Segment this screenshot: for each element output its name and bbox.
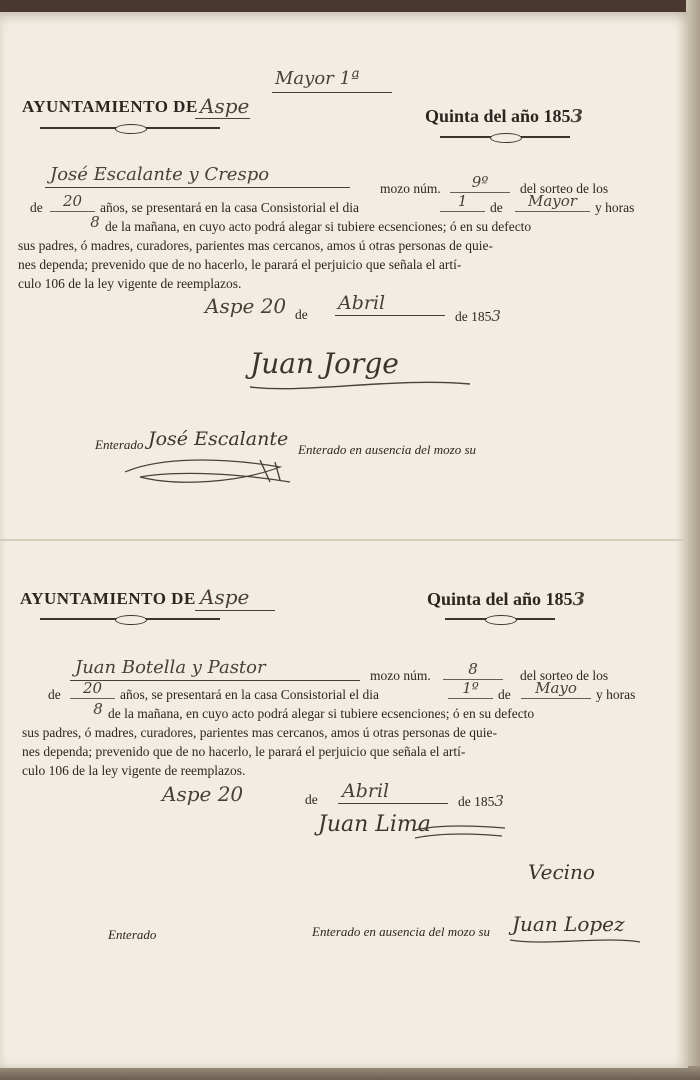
horas-label: y horas [595,200,635,215]
slip2-quinta-label [427,589,585,610]
quinta2-label-text: Quinta del año 185 [427,589,573,609]
slip1-year [455,307,501,325]
slip1-ausencia-label: Enterado en ausencia del mozo su [298,442,477,457]
slip2-place-date: Aspe 20 [162,782,244,806]
slip2-signature: Juan Lima [318,812,431,837]
age2: 20 [70,679,115,699]
line2-text-2: años, se presentará en la casa Consistorial el dia [120,687,380,702]
slip1-date-month: Abril [338,292,386,314]
slip1-ayuntamiento-label: AYUNTAMIENTO DE [22,97,198,116]
quinta-year-digit: 3 [570,106,584,127]
quinta-label-text: Quinta del año 185 [425,106,571,126]
slip2-town: Aspe [200,585,250,609]
slip2-ayuntamiento-label: AYUNTAMIENTO DE [20,589,196,608]
annotation-underline [272,92,392,93]
ausencia-flourish [505,930,645,948]
line2-text: años, se presentará en la casa Consistorial el dia [100,200,360,215]
day2: 1º [448,679,493,699]
body-line-3 [40,213,610,236]
signature-flourish [245,372,475,397]
quinta2-year-digit: 3 [572,589,586,610]
mozo-number: 9º [450,173,510,193]
ornament2-right [445,618,555,620]
slip2-de3: de [305,792,318,807]
horas2-label: y horas [596,687,636,702]
sorteo2-text: del sorteo de los [520,668,609,683]
sorteo-text: del sorteo de los [520,181,609,196]
line3-text: de la mañana, en cuyo acto podrá alegar si tubiere ecsenciones; ó en su defecto [105,219,532,234]
slip1-enterado-signature: José Escalante [148,428,289,450]
hour2: 8 [93,700,103,718]
slip1-annotation-top: Mayor 1ª [275,68,360,89]
month2: Mayo [521,679,591,699]
line5-text: nes dependa; prevenido que de no hacerlo, le parará el perjuicio que señala el artí- [18,257,462,272]
line6-text: culo 106 de la ley vigente de reemplazos. [18,276,242,291]
slip2-ausencia-label: Enterado en ausencia del mozo su [312,924,491,939]
date2-underline [338,803,448,804]
body2-line-2 [48,679,636,704]
page-edge-right [686,0,700,1080]
body-line-2 [30,192,635,217]
slip2-body [22,660,636,780]
de2-label-b: de [498,687,511,702]
slip1-town: Aspe [200,94,250,118]
ornament-left [40,127,220,129]
town-underline [195,118,250,119]
mozo2-label: mozo núm. [370,668,431,683]
de4-label-2: de 185 [458,794,495,809]
mozo2-number: 8 [443,660,503,680]
slip1-de3: de [295,307,308,322]
page-edge-bottom [0,1066,700,1080]
slip1-quinta-label [425,106,583,127]
slip2-name: Juan Botella y Pastor [75,657,266,678]
town2-underline [195,610,275,611]
slip2-ausencia-signature: Juan Lopez [512,912,625,936]
line4-text: sus padres, ó madres, curadores, parientes mas cercanos, amos ú otras personas de quie- [18,238,493,253]
ornament-right [440,136,570,138]
body2-line-3 [48,700,618,723]
slip1-place-date: Aspe 20 [205,294,287,318]
de2-label-a: de [48,687,61,702]
de4-label: de 185 [455,309,492,324]
month: Mayor [515,192,590,212]
slip2-vecino: Vecino [528,860,595,884]
rubric-flourish [120,452,300,497]
slip1-enterado-label: Enterado [95,437,144,452]
de-label: de [30,200,43,215]
line3-text-2: de la mañana, en cuyo acto podrá alegar si tubiere ecsenciones; ó en su defecto [108,706,535,721]
line5-text-2: nes dependa; prevenido que de no hacerlo, le parará el perjuicio que señala el artí- [22,744,466,759]
date-underline [335,315,445,316]
line4-text-2: sus padres, ó madres, curadores, parientes mas cercanos, amos ú otras personas de quie- [22,725,497,740]
slip2-enterado-label: Enterado [108,927,157,942]
date2-year-digit: 3 [494,792,504,810]
date-year-digit: 3 [491,307,501,325]
slip1-signature: Juan Jorge [250,347,399,380]
slip-divider [0,539,688,541]
signature2-flourish [410,820,510,850]
age: 20 [50,192,95,212]
de2-label: de [490,200,503,215]
ornament2-left [40,618,220,620]
day: 1 [440,192,485,212]
document-page [0,12,688,1068]
mozo-label: mozo núm. [380,181,441,196]
hour: 8 [90,213,100,231]
slip1-name: José Escalante y Crespo [50,164,270,185]
slip2-date-month: Abril [342,780,390,802]
slip2-year [458,792,504,810]
line6-text-2: culo 106 de la ley vigente de reemplazos. [22,763,246,778]
